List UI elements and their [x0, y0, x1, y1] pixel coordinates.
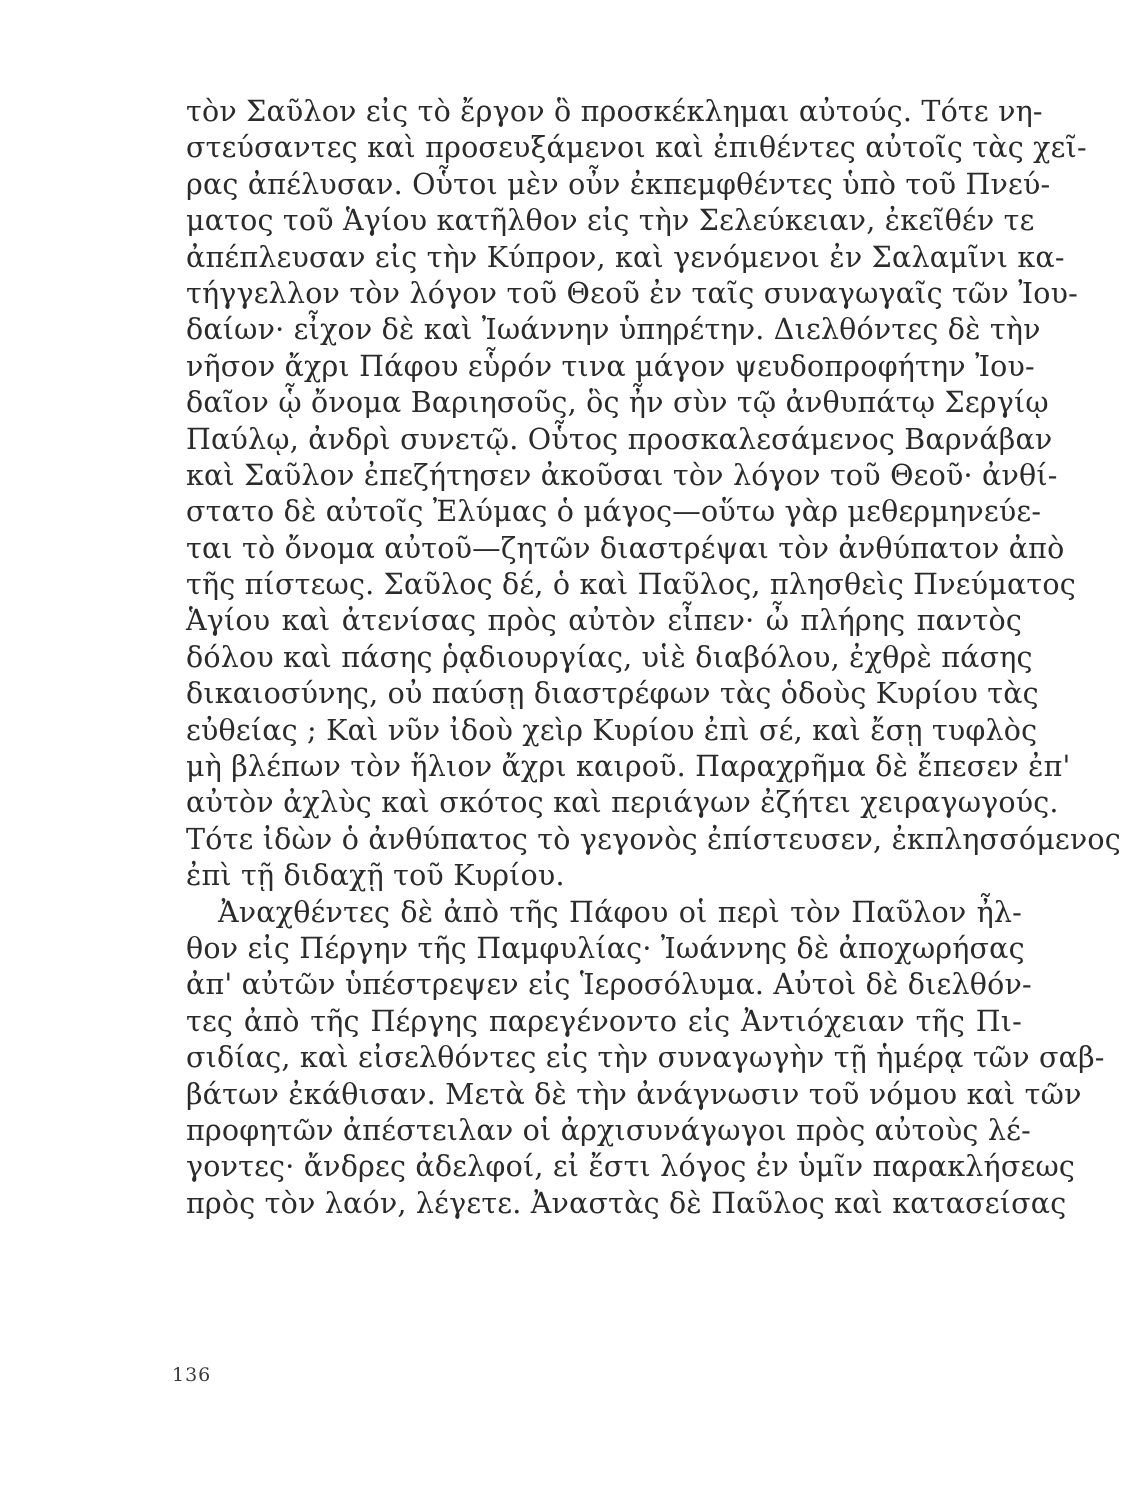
- text-line: καὶ Σαῦλον ἐπεζήτησεν ἀκοῦσαι τὸν λόγον τοῦ Θεοῦ· ἀνθί-: [186, 458, 1058, 492]
- body-text: [186, 94, 1121, 1222]
- text-line: ματος τοῦ Ἁγίου κατῆλθον εἰς τὴν Σελεύκειαν, ἐκεῖθέν τε: [186, 204, 1035, 238]
- text-line: εὐθείας ; Καὶ νῦν ἰδοὺ χεὶρ Κυρίου ἐπὶ σέ, καὶ ἔσῃ τυφλὸς: [186, 713, 1038, 747]
- text-line: δικαιοσύνης, οὐ παύσῃ διαστρέφων τὰς ὁδοὺς Κυρίου τὰς: [186, 677, 1039, 711]
- text-line: τῆς πίστεως. Σαῦλος δέ, ὁ καὶ Παῦλος, πλησθεὶς Πνεύματος: [186, 568, 1076, 602]
- text-line: τες ἀπὸ τῆς Πέργης παρεγένοντο εἰς Ἀντιόχειαν τῆς Πι-: [186, 1004, 1022, 1038]
- text-line: στατο δὲ αὐτοῖς Ἐλύμας ὁ μάγος—οὕτω γὰρ μεθερμηνεύε-: [186, 495, 1042, 529]
- paragraph-start-line: Ἀναχθέντες δὲ ἀπὸ τῆς Πάφου οἱ περὶ τὸν Παῦλον ἦλ-: [218, 895, 1022, 929]
- text-line: ρας ἀπέλυσαν. Οὗτοι μὲν οὖν ἐκπεμφθέντες ὑπὸ τοῦ Πνεύ-: [186, 167, 1051, 201]
- text-line: σιδίας, καὶ εἰσελθόντες εἰς τὴν συναγωγὴν τῇ ἡμέρᾳ τῶν σαβ-: [186, 1041, 1105, 1075]
- text-line: δαῖον ᾧ ὄνομα Βαριησοῦς, ὃς ἦν σὺν τῷ ἀνθυπάτῳ Σεργίῳ: [186, 386, 1049, 420]
- text-line: νῆσον ἄχρι Πάφου εὗρόν τινα μάγον ψευδοπροφήτην Ἰου-: [186, 349, 1035, 383]
- text-line: Τότε ἰδὼν ὁ ἀνθύπατος τὸ γεγονὸς ἐπίστευσεν, ἐκπλησσόμενος: [186, 822, 1121, 856]
- text-line: ἀπέπλευσαν εἰς τὴν Κύπρον, καὶ γενόμενοι ἐν Σαλαμῖνι κα-: [186, 240, 1065, 274]
- text-line: στεύσαντες καὶ προσευξάμενοι καὶ ἐπιθέντες αὐτοῖς τὰς χεῖ-: [186, 131, 1087, 165]
- text-line: ται τὸ ὄνομα αὐτοῦ—ζητῶν διαστρέψαι τὸν ἀνθύπατον ἀπὸ: [186, 531, 1065, 565]
- text-line: δόλου καὶ πάσης ῥᾳδιουργίας, υἱὲ διαβόλου, ἐχθρὲ πάσης: [186, 640, 1033, 674]
- text-line: ἀπ' αὐτῶν ὑπέστρεψεν εἰς Ἱεροσόλυμα. Αὐτοὶ δὲ διελθόν-: [186, 968, 1032, 1002]
- text-line: ἐπὶ τῇ διδαχῇ τοῦ Κυρίου.: [186, 859, 565, 893]
- text-line: δαίων· εἶχον δὲ καὶ Ἰωάννην ὑπηρέτην. Διελθόντες δὲ τὴν: [186, 313, 1041, 347]
- text-line: γοντες· ἄνδρες ἀδελφοί, εἰ ἔστι λόγος ἐν ὑμῖν παρακλήσεως: [186, 1150, 1076, 1184]
- text-line: θον εἰς Πέργην τῆς Παμφυλίας· Ἰωάννης δὲ ἀποχωρήσας: [186, 931, 1025, 965]
- text-line: πρὸς τὸν λαόν, λέγετε. Ἀναστὰς δὲ Παῦλος καὶ κατασείσας: [186, 1186, 1067, 1220]
- text-line: Παύλῳ, ἀνδρὶ συνετῷ. Οὗτος προσκαλεσάμενος Βαρνάβαν: [186, 422, 1053, 456]
- text-line: τὸν Σαῦλον εἰς τὸ ἔργον ὃ προσκέκλημαι αὐτούς. Τότε νη-: [186, 95, 1043, 128]
- text-line: βάτων ἐκάθισαν. Μετὰ δὲ τὴν ἀνάγνωσιν τοῦ νόμου καὶ τῶν: [186, 1077, 1082, 1111]
- page-number: 136: [172, 1364, 212, 1386]
- text-line: μὴ βλέπων τὸν ἥλιον ἄχρι καιροῦ. Παραχρῆμα δὲ ἔπεσεν ἐπ': [186, 750, 1071, 784]
- text-line: Ἁγίου καὶ ἀτενίσας πρὸς αὐτὸν εἶπεν· ὦ πλήρης παντὸς: [186, 604, 1022, 638]
- text-line: αὐτὸν ἀχλὺς καὶ σκότος καὶ περιάγων ἐζήτει χειραγωγούς.: [186, 786, 1059, 820]
- text-line: προφητῶν ἀπέστειλαν οἱ ἀρχισυνάγωγοι πρὸς αὐτοὺς λέ-: [186, 1113, 1031, 1147]
- text-line: τήγγελλον τὸν λόγον τοῦ Θεοῦ ἐν ταῖς συναγωγαῖς τῶν Ἰου-: [186, 276, 1078, 310]
